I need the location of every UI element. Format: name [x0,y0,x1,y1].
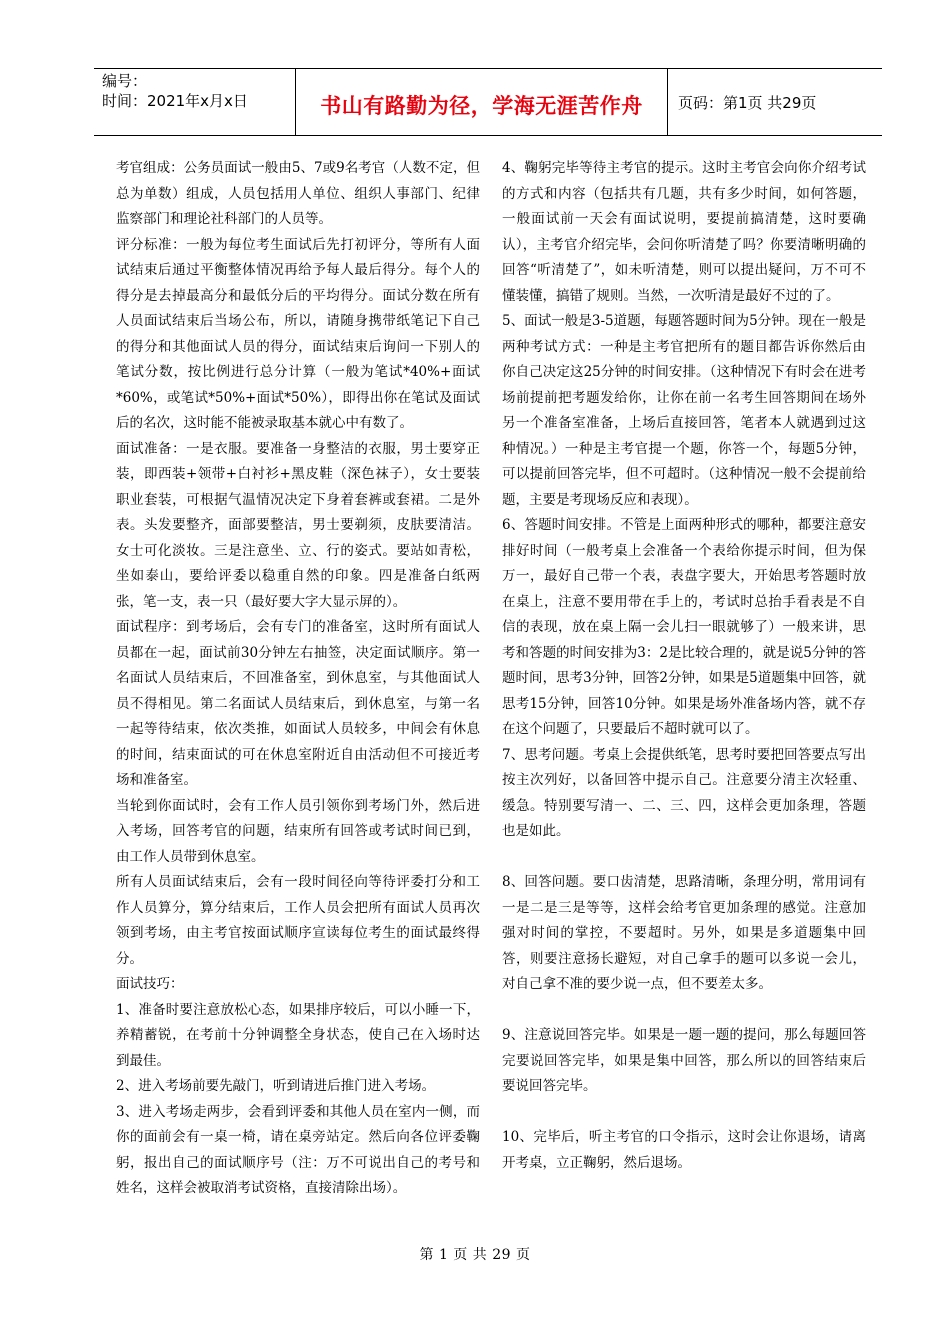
paragraph-examiners: 考官组成：公务员面试一般由5、7或9名考官（人数不定，但总为单数）组成，人员包括用人单位、组织人事部门、纪律监察部门和理论社科部门的人员等。 [116,160,480,227]
time-label: 时间：2021年x月x日 [102,92,248,110]
paragraph-your-turn: 当轮到你面试时，会有工作人员引领你到考场门外，然后进入考场，回答考官的问题，结束所有回答或考试时间已到，由工作人员带到休息室。 [116,797,480,865]
tip-8: 8、回答问题。要口齿清楚，思路清晰，条理分明，常用词有一是二是三是等等，这样会给考官更加条理的感觉。注意加强对时间的掌控，不要超时。另外，如果是多道题集中回答，则要注意扬长避短，对自己拿手的题可以多说一会儿，对自己拿不准的要少说一点，但不要差太多。 [502,874,866,992]
tip-7: 7、思考问题。考桌上会提供纸笔，思考时要把回答要点写出按主次列好，以备回答中提示自己。注意要分清主次轻重、缓急。特别要写清一、二、三、四，这样会更加条理，答题也是如此。 [502,746,866,839]
tip-5: 5、面试一般是3-5道题，每题答题时间为5分钟。现在一般是两种考试方式：一种是主考官把所有的题目都告诉你然后由你自己决定这25分钟的时间安排。（这种情况下有时会在进考场前提前把考题发给你，让你在前一名考生回答期间在场外另一个准备室准备，上场后直接回答，笔者本人就遇到过这种情况。）一种是主考官提一个题，你答一个，每题5分钟，可以提前回答完毕，但不可超时。（这种情况一般不会提前给题，主要是考现场反应和表现）。 [502,313,866,508]
page-header [94,68,882,136]
header-meta [102,71,292,111]
tip-2: 2、进入考场前要先敲门，听到请进后推门进入考场。 [116,1078,436,1094]
paragraph-final-score: 所有人员面试结束后，会有一段时间径向等待评委打分和工作人员算分，算分结束后，工作人员会把所有面试人员再次领到考场，由主考官按面试顺序宣读每位考生的面试最终得分。 [116,874,480,967]
tip-3: 3、进入考场走两步，会看到评委和其他人员在室内一侧，而你的面前会有一桌一椅，请在桌旁站定。然后向各位评委鞠躬，报出自己的面试顺序号（注：万不可说出自己的考号和姓名，这样会被取消考试资格，直接清除出场）。 [116,1103,480,1196]
left-column [116,156,480,1202]
right-column [502,156,866,1176]
header-divider [667,69,668,135]
header-motto: 书山有路勤为径，学海无涯苦作舟 [320,94,643,118]
tip-10: 10、完毕后，听主考官的口令指示，这时会让你退场，请离开考桌，立正鞠躬，然后退场。 [502,1129,866,1171]
tip-9: 9、注意说回答完毕。如果是一题一题的提问，那么每题回答完要说回答完毕，如果是集中回答，那么所以的回答结束后要说回答完毕。 [502,1027,866,1094]
paragraph-preparation: 面试准备：一是衣服。要准备一身整洁的衣服，男士要穿正装，即西装+领带+白衬衫+黑皮鞋（深色袜子），女士要装职业套装，可根据气温情况决定下身着套裤或套裙。二是外表。头发要整齐，面部要整洁，男士要剃须，皮肤要清洁。女士可化淡妆。三是注意坐、立、行的姿式。要站如青松，坐如泰山，要给评委以稳重自然的印象。四是准备白纸两张，笔一支，表一只（最好要大字大显示屏的）。 [116,440,480,610]
header-page-info: 页码：第1页 共29页 [678,94,817,112]
tip-6: 6、答题时间安排。不管是上面两种形式的哪种，都要注意安排好时间（一般考桌上会准备一个表给你提示时间，但为保万一，最好自己带一个表，表盘字要大，开始思考答题时放在桌上，注意不要用带在手上的，考试时总抬手看表是不自信的表现，放在桌上隔一会儿扫一眼就够了）一般来讲，思考和答题的时间安排为3：2是比较合理的，就是说5分钟的答题时间，思考3分钟，回答2分钟，如果是5道题集中回答，就思考15分钟，回答10分钟。如果是场外准备场内答，就不存在这个问题了，只要最后不超时就可以了。 [502,517,866,737]
code-label: 编号： [102,72,148,90]
paragraph-procedure: 面试程序：到考场后，会有专门的准备室，这时所有面试人员都在一起，面试前30分钟左右抽签，决定面试顺序。第一名面试人员结束后，不回准备室，到休息室，与其他面试人员不得相见。第二名面试人员结束后，到休息室，与第一名一起等待结束，依次类推，如面试人员较多，中间会有休息的时间，结束面试的可在休息室附近自由活动但不可接近考场和准备室。 [116,619,480,788]
tip-4: 4、鞠躬完毕等待主考官的提示。这时主考官会向你介绍考试的方式和内容（包括共有几题，共有多少时间，如何答题，一般面试前一天会有面试说明，要提前搞清楚，这时要确认），主考官介绍完毕，会问你听清楚了吗？你要清晰明确的回答“听清楚了”，如未听清楚，则可以提出疑问，万不可不懂装懂，搞错了规则。当然，一次听清是最好不过的了。 [502,160,866,304]
tip-1: 1、准备时要注意放松心态，如果排序较后，可以小睡一下，养精蓄锐，在考前十分钟调整全身状态，使自己在入场时达到最佳。 [116,1001,480,1069]
paragraph-scoring: 评分标准：一般为每位考生面试后先打初评分，等所有人面试结束后通过平衡整体情况再给予每人最后得分。每个人的得分是去掉最高分和最低分后的平均得分。面试分数在所有人员面试结束后当场公布，所以，请随身携带纸笔记下自己的得分和其他面试人员的得分，面试结束后询问一下别人的笔试分数，按比例进行总分计算（一般为笔试*40%+面试*60%，或笔试*50%+面试*50%），即得出你在笔试及面试后的名次，这时能不能被录取基本就心中有数了。 [116,236,480,431]
page-footer: 第 1 页 共 29 页 [419,1247,531,1263]
paragraph-tips-heading: 面试技巧： [116,976,184,992]
